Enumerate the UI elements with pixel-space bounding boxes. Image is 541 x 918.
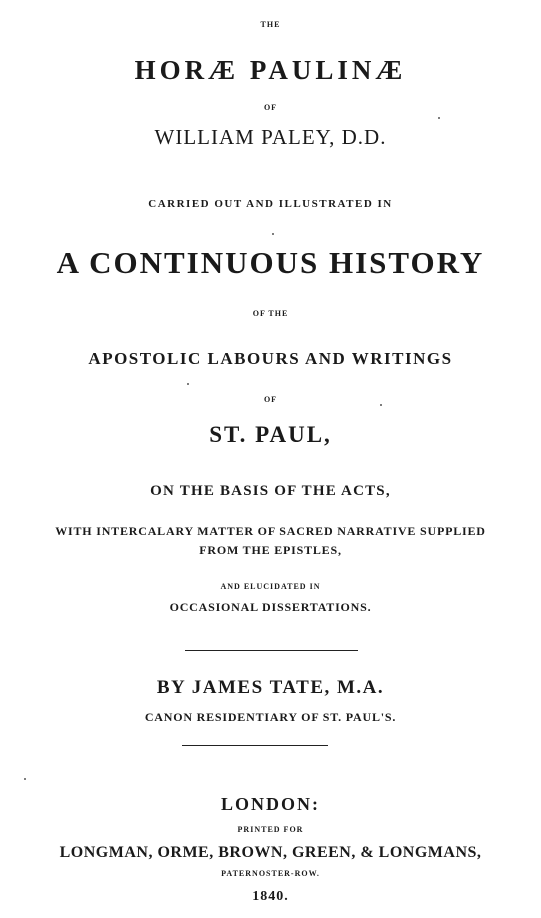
of-label-2: OF bbox=[263, 395, 278, 404]
publisher: LONGMAN, ORME, BROWN, GREEN, & LONGMANS, bbox=[59, 844, 482, 861]
paper-speck bbox=[187, 383, 189, 385]
paper-speck bbox=[380, 404, 382, 406]
author-line: BY JAMES TATE, M.A. bbox=[156, 677, 385, 698]
paper-speck bbox=[272, 233, 274, 235]
dissertations-line: OCCASIONAL DISSERTATIONS. bbox=[169, 600, 372, 614]
paper-speck bbox=[438, 117, 440, 119]
basis-line: ON THE BASIS OF THE ACTS, bbox=[150, 483, 391, 499]
original-author: WILLIAM PALEY, D.D. bbox=[154, 125, 387, 149]
elucidated-line: AND ELUCIDATED IN bbox=[220, 582, 321, 591]
author-role: CANON RESIDENTIARY OF ST. PAUL'S. bbox=[144, 710, 397, 724]
intercalary-line-1: WITH INTERCALARY MATTER OF SACRED NARRATIVE SUPPLIED bbox=[55, 524, 486, 538]
of-the-label: OF THE bbox=[252, 309, 289, 318]
printed-for: PRINTED FOR bbox=[237, 825, 304, 834]
year: 1840. bbox=[252, 889, 289, 904]
intercalary-line-2: FROM THE EPISTLES, bbox=[199, 543, 342, 557]
address: PATERNOSTER-ROW. bbox=[221, 869, 320, 878]
divider-2 bbox=[182, 745, 328, 746]
carried-out-line: CARRIED OUT AND ILLUSTRATED IN bbox=[148, 198, 393, 210]
paper-speck bbox=[24, 778, 26, 780]
main-title: HORÆ PAULINÆ bbox=[134, 55, 407, 85]
st-paul: ST. PAUL, bbox=[209, 422, 332, 447]
history-title: A CONTINUOUS HISTORY bbox=[56, 245, 485, 280]
labours-line: APOSTOLIC LABOURS AND WRITINGS bbox=[88, 349, 453, 368]
the-label: THE bbox=[260, 20, 281, 29]
of-label-1: OF bbox=[263, 103, 278, 112]
divider-1 bbox=[185, 650, 358, 651]
city: LONDON: bbox=[221, 794, 320, 814]
